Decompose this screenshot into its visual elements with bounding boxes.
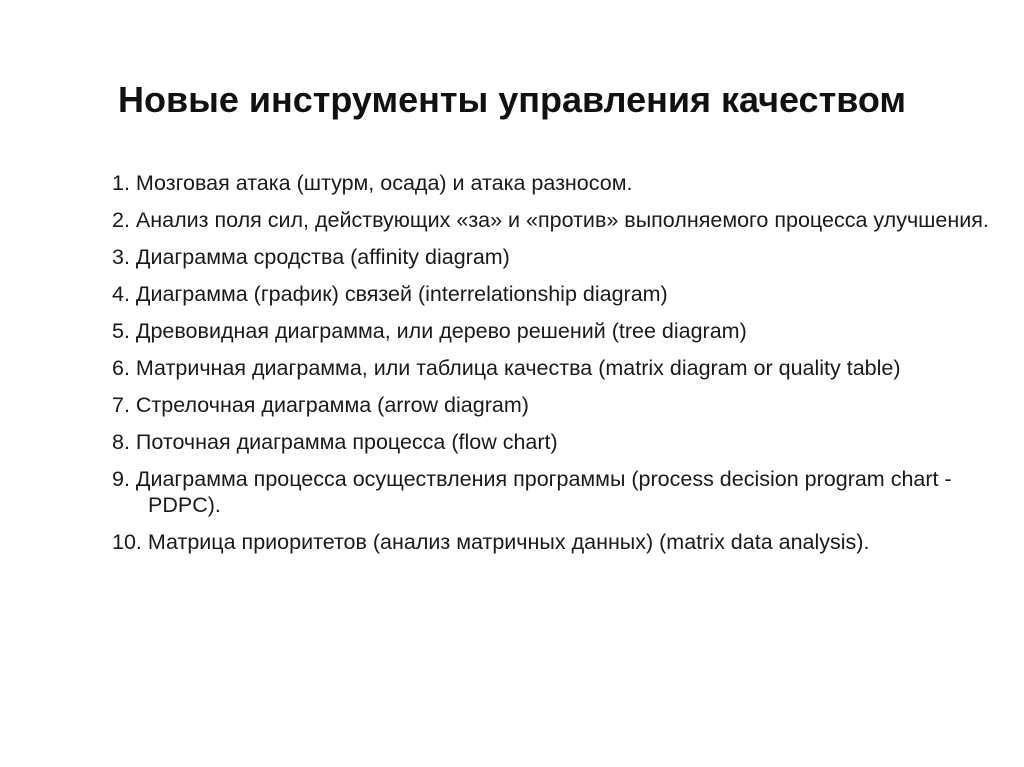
list-item: 2. Анализ поля сил, действующих «за» и «против» выполняемого процесса улучшения. [112, 208, 989, 232]
list-item: 6. Матричная диаграмма, или таблица качества (matrix diagram or quality table) [112, 356, 901, 380]
list-item: 10. Матрица приоритетов (анализ матричных данных) (matrix data analysis). [112, 530, 870, 554]
list-item: 7. Стрелочная диаграмма (arrow diagram) [112, 393, 529, 417]
slide-title: Новые инструменты управления качеством [117, 79, 907, 120]
list-item: 3. Диаграмма сродства (affinity diagram) [112, 245, 510, 269]
list-item: 8. Поточная диаграмма процесса (flow chart) [112, 430, 558, 454]
list-item: 4. Диаграмма (график) связей (interrelationship diagram) [112, 282, 668, 306]
list-item: 5. Древовидная диаграмма, или дерево решений (tree diagram) [112, 319, 747, 343]
tools-list [112, 170, 1002, 566]
list-item: 9. Диаграмма процесса осуществления программы (process decision program chart - PDPC). [112, 467, 952, 517]
list-item: 1. Мозговая атака (штурм, осада) и атака разносом. [112, 171, 633, 195]
